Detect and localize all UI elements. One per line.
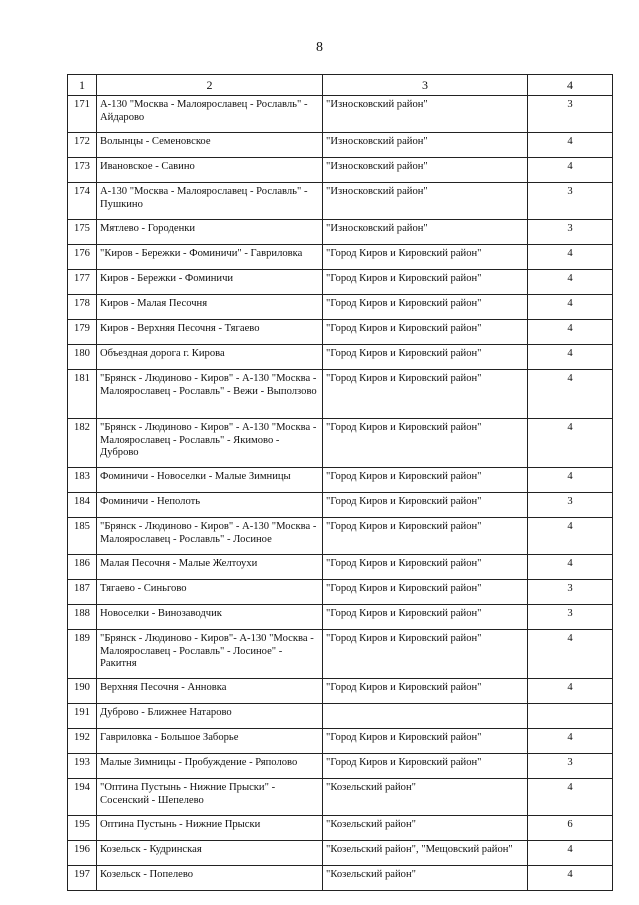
category-cell: 4 [528, 729, 613, 754]
category-cell: 4 [528, 345, 613, 370]
road-name-cell: Волынцы - Семеновское [97, 133, 323, 158]
table-row [68, 96, 613, 133]
header-col-2: 2 [97, 75, 323, 96]
row-number-cell: 196 [68, 841, 97, 866]
row-number-cell: 195 [68, 816, 97, 841]
row-number-cell: 190 [68, 679, 97, 704]
table-row [68, 841, 613, 866]
district-cell: "Износковский район" [323, 183, 528, 220]
category-cell: 4 [528, 245, 613, 270]
category-cell: 3 [528, 605, 613, 630]
table-row [68, 345, 613, 370]
road-name-cell: Козельск - Попелево [97, 866, 323, 891]
road-name-cell: Тягаево - Синьгово [97, 580, 323, 605]
district-cell: "Город Киров и Кировский район" [323, 245, 528, 270]
road-name-cell: Фоминичи - Неполоть [97, 493, 323, 518]
category-cell: 3 [528, 580, 613, 605]
table-row [68, 370, 613, 419]
district-cell: "Город Киров и Кировский район" [323, 754, 528, 779]
category-cell [528, 704, 613, 729]
header-col-3: 3 [323, 75, 528, 96]
district-cell: "Город Киров и Кировский район" [323, 630, 528, 679]
road-name-cell: Козельск - Кудринская [97, 841, 323, 866]
road-name-cell: А-130 "Москва - Малоярославец - Рославль" - Пушкино [97, 183, 323, 220]
category-cell: 4 [528, 419, 613, 468]
table-header-row [68, 75, 613, 96]
row-number-cell: 183 [68, 468, 97, 493]
category-cell: 4 [528, 295, 613, 320]
row-number-cell: 173 [68, 158, 97, 183]
district-cell: "Город Киров и Кировский район" [323, 555, 528, 580]
table-row [68, 555, 613, 580]
category-cell: 4 [528, 370, 613, 419]
road-name-cell: "Брянск - Людиново - Киров" - А-130 "Москва - Малоярославец - Рославль" - Якимово - Дуброво [97, 419, 323, 468]
category-cell: 4 [528, 158, 613, 183]
table-row [68, 320, 613, 345]
table-row [68, 779, 613, 816]
district-cell: "Козельский район", "Мещовский район" [323, 841, 528, 866]
district-cell: "Город Киров и Кировский район" [323, 345, 528, 370]
row-number-cell: 189 [68, 630, 97, 679]
road-name-cell: Новоселки - Винозаводчик [97, 605, 323, 630]
row-number-cell: 177 [68, 270, 97, 295]
row-number-cell: 186 [68, 555, 97, 580]
road-name-cell: Малая Песочня - Малые Желтоухи [97, 555, 323, 580]
road-name-cell: Оптина Пустынь - Нижние Прыски [97, 816, 323, 841]
category-cell: 3 [528, 220, 613, 245]
district-cell: "Износковский район" [323, 220, 528, 245]
district-cell: "Город Киров и Кировский район" [323, 370, 528, 419]
row-number-cell: 184 [68, 493, 97, 518]
district-cell: "Козельский район" [323, 866, 528, 891]
district-cell: "Город Киров и Кировский район" [323, 419, 528, 468]
table-body [68, 96, 613, 891]
road-name-cell: Малые Зимницы - Пробуждение - Ряполово [97, 754, 323, 779]
table-row [68, 729, 613, 754]
road-name-cell: А-130 "Москва - Малоярославец - Рославль" - Айдарово [97, 96, 323, 133]
category-cell: 4 [528, 841, 613, 866]
road-name-cell: "Оптина Пустынь - Нижние Прыски" - Сосенский - Шепелево [97, 779, 323, 816]
table-row [68, 133, 613, 158]
road-name-cell: Киров - Верхняя Песочня - Тягаево [97, 320, 323, 345]
category-cell: 4 [528, 679, 613, 704]
row-number-cell: 178 [68, 295, 97, 320]
row-number-cell: 181 [68, 370, 97, 419]
row-number-cell: 192 [68, 729, 97, 754]
road-name-cell: Киров - Бережки - Фоминичи [97, 270, 323, 295]
road-name-cell: Фоминичи - Новоселки - Малые Зимницы [97, 468, 323, 493]
road-name-cell: "Киров - Бережки - Фоминичи" - Гавриловка [97, 245, 323, 270]
district-cell: "Износковский район" [323, 133, 528, 158]
category-cell: 4 [528, 270, 613, 295]
table-row [68, 580, 613, 605]
table-row [68, 679, 613, 704]
table-row [68, 220, 613, 245]
category-cell: 3 [528, 754, 613, 779]
header-col-1: 1 [68, 75, 97, 96]
row-number-cell: 176 [68, 245, 97, 270]
header-col-4: 4 [528, 75, 613, 96]
category-cell: 4 [528, 468, 613, 493]
road-name-cell: Дуброво - Ближнее Натарово [97, 704, 323, 729]
table-row [68, 468, 613, 493]
district-cell: "Город Киров и Кировский район" [323, 295, 528, 320]
category-cell: 4 [528, 555, 613, 580]
table-row [68, 816, 613, 841]
district-cell [323, 704, 528, 729]
district-cell: "Город Киров и Кировский район" [323, 493, 528, 518]
district-cell: "Козельский район" [323, 779, 528, 816]
category-cell: 3 [528, 493, 613, 518]
table-row [68, 295, 613, 320]
category-cell: 4 [528, 630, 613, 679]
road-name-cell: Мятлево - Городенки [97, 220, 323, 245]
road-name-cell: Объездная дорога г. Кирова [97, 345, 323, 370]
table-row [68, 518, 613, 555]
row-number-cell: 175 [68, 220, 97, 245]
row-number-cell: 179 [68, 320, 97, 345]
row-number-cell: 188 [68, 605, 97, 630]
row-number-cell: 180 [68, 345, 97, 370]
district-cell: "Козельский район" [323, 816, 528, 841]
category-cell: 4 [528, 518, 613, 555]
district-cell: "Город Киров и Кировский район" [323, 518, 528, 555]
road-name-cell: "Брянск - Людиново - Киров" - А-130 "Москва - Малоярославец - Рославль" - Вежи - Выползово [97, 370, 323, 419]
district-cell: "Износковский район" [323, 158, 528, 183]
category-cell: 3 [528, 183, 613, 220]
table-row [68, 270, 613, 295]
district-cell: "Город Киров и Кировский район" [323, 580, 528, 605]
roads-table [67, 74, 613, 891]
row-number-cell: 172 [68, 133, 97, 158]
row-number-cell: 182 [68, 419, 97, 468]
table-row [68, 158, 613, 183]
district-cell: "Износковский район" [323, 96, 528, 133]
district-cell: "Город Киров и Кировский район" [323, 729, 528, 754]
table-row [68, 245, 613, 270]
table-row [68, 754, 613, 779]
road-name-cell: Ивановское - Савино [97, 158, 323, 183]
road-name-cell: "Брянск - Людиново - Киров"- А-130 "Москва - Малоярославец - Рославль" - Лосиное" - Ракитня [97, 630, 323, 679]
row-number-cell: 185 [68, 518, 97, 555]
row-number-cell: 191 [68, 704, 97, 729]
district-cell: "Город Киров и Кировский район" [323, 270, 528, 295]
category-cell: 4 [528, 866, 613, 891]
row-number-cell: 187 [68, 580, 97, 605]
page-number: 8 [316, 40, 323, 55]
table-row [68, 183, 613, 220]
district-cell: "Город Киров и Кировский район" [323, 605, 528, 630]
road-name-cell: Киров - Малая Песочня [97, 295, 323, 320]
category-cell: 4 [528, 320, 613, 345]
road-name-cell: "Брянск - Людиново - Киров" - А-130 "Москва - Малоярославец - Рославль" - Лосиное [97, 518, 323, 555]
category-cell: 3 [528, 96, 613, 133]
row-number-cell: 197 [68, 866, 97, 891]
road-name-cell: Гавриловка - Большое Заборье [97, 729, 323, 754]
row-number-cell: 193 [68, 754, 97, 779]
road-name-cell: Верхняя Песочня - Анновка [97, 679, 323, 704]
district-cell: "Город Киров и Кировский район" [323, 679, 528, 704]
row-number-cell: 174 [68, 183, 97, 220]
table-row [68, 866, 613, 891]
table-row [68, 630, 613, 679]
district-cell: "Город Киров и Кировский район" [323, 468, 528, 493]
table-row [68, 493, 613, 518]
table-row [68, 704, 613, 729]
category-cell: 6 [528, 816, 613, 841]
row-number-cell: 194 [68, 779, 97, 816]
category-cell: 4 [528, 779, 613, 816]
table-row [68, 419, 613, 468]
table-row [68, 605, 613, 630]
category-cell: 4 [528, 133, 613, 158]
row-number-cell: 171 [68, 96, 97, 133]
district-cell: "Город Киров и Кировский район" [323, 320, 528, 345]
